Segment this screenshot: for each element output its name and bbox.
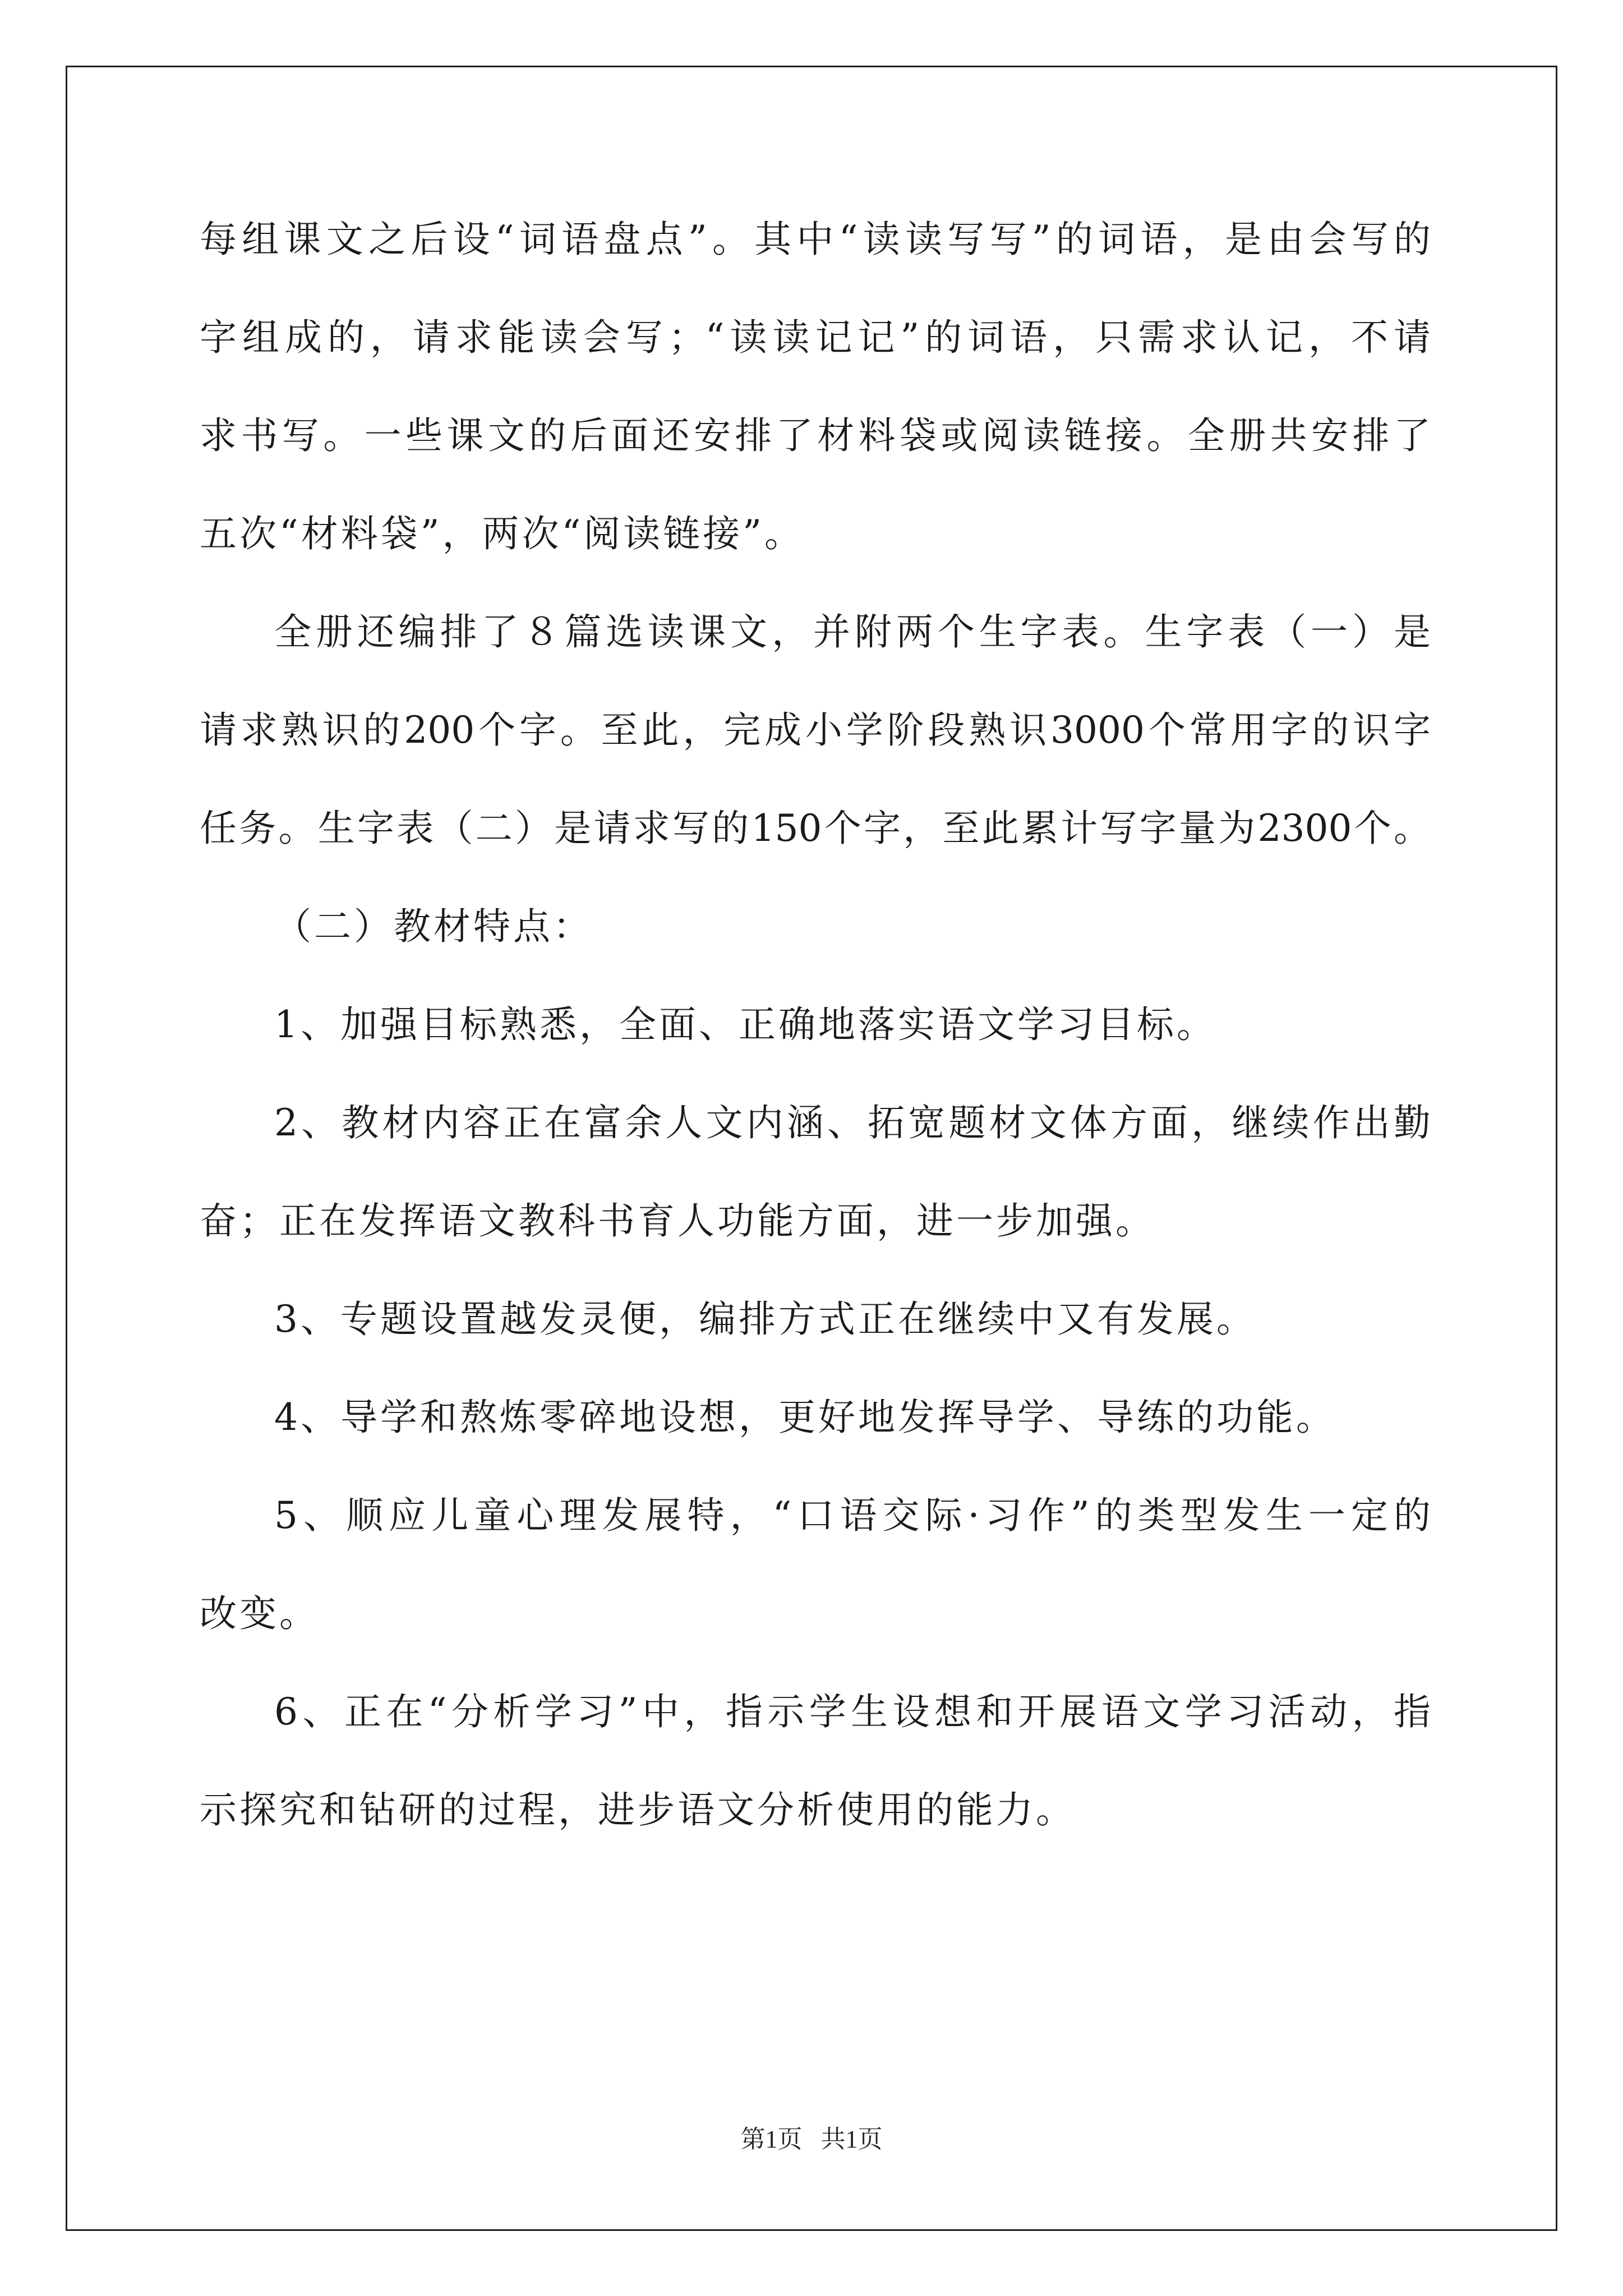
- text-line: 全册还编排了８篇选读课文，并附两个生字表。生字表（一）是: [274, 610, 1431, 654]
- text-line: 示探究和钻研的过程，进步语文分析使用的能力。: [200, 1788, 1076, 1832]
- list-item: 5、顺应儿童心理发展特，“口语交际·习作”的类型发生一定的: [274, 1494, 1431, 1537]
- list-item: 4、导学和熬炼零碎地设想，更好地发挥导学、导练的功能。: [274, 1396, 1336, 1439]
- text-line: 请求熟识的200个字。至此，完成小学阶段熟识3000个常用字的识字: [200, 708, 1431, 752]
- text-line: 五次“材料袋”，两次“阅读链接”。: [200, 512, 804, 555]
- page-number: 第1页 共1页: [740, 2125, 883, 2153]
- list-item: 6、正在“分析学习”中，指示学生设想和开展语文学习活动，指: [274, 1690, 1431, 1733]
- text-line: 字组成的，请求能读会写；“读读记记”的词语，只需求认记，不请: [200, 316, 1431, 359]
- text-line: 每组课文之后设“词语盘点”。其中“读读写写”的词语，是由会写的: [200, 218, 1431, 261]
- text-line: 奋；正在发挥语文教科书育人功能方面，进一步加强。: [200, 1199, 1155, 1243]
- section-heading: （二）教材特点：: [274, 905, 593, 948]
- text-line: 任务。生字表（二）是请求写的150个字，至此累计写字量为2300个。: [200, 807, 1431, 850]
- list-item: 2、教材内容正在富余人文内涵、拓宽题材文体方面，继续作出勤: [274, 1101, 1431, 1144]
- text-line: 求书写。一些课文的后面还安排了材料袋或阅读链接。全册共安排了: [200, 414, 1431, 457]
- text-line: 改变。: [200, 1592, 319, 1635]
- list-item: 1、加强目标熟悉，全面、正确地落实语文学习目标。: [274, 1003, 1216, 1046]
- list-item: 3、专题设置越发灵便，编排方式正在继续中又有发展。: [274, 1297, 1256, 1341]
- page-footer: [0, 2123, 1623, 2156]
